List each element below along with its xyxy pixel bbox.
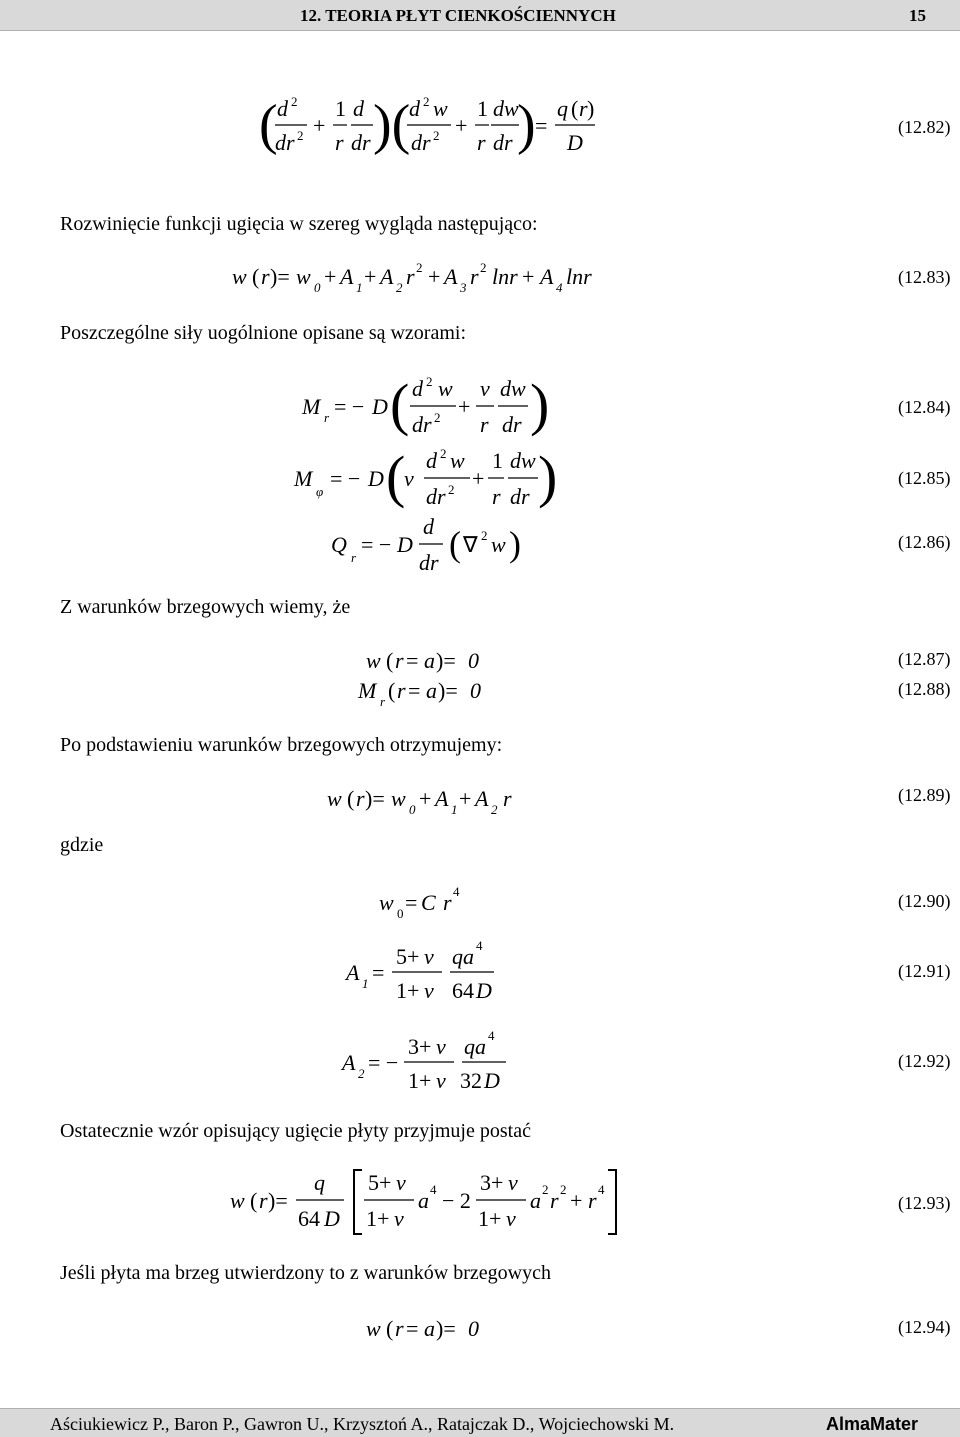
paragraph: Rozwinięcie funkcji ugięcia w szereg wygląda następująco: [60, 213, 538, 235]
paragraph: gdzie [60, 834, 104, 856]
svg-text:3: 3 [460, 280, 467, 295]
svg-text:1: 1 [477, 96, 488, 121]
svg-text:r: r [503, 786, 512, 811]
svg-text:2: 2 [434, 410, 441, 425]
svg-text:4: 4 [453, 884, 460, 899]
svg-text:r: r [324, 410, 330, 425]
svg-text:a: a [424, 1316, 435, 1341]
svg-text:0: 0 [468, 1316, 479, 1341]
svg-text:1: 1 [335, 96, 346, 121]
svg-text:ν: ν [424, 944, 434, 969]
svg-text:r: r [261, 264, 270, 289]
svg-text:): ) [517, 94, 536, 156]
svg-text:D: D [372, 394, 388, 419]
svg-text:2: 2 [542, 1182, 549, 1197]
svg-text:+: + [419, 786, 432, 811]
svg-text:a: a [424, 648, 435, 673]
svg-text:0: 0 [397, 906, 404, 921]
svg-text:r: r [335, 130, 344, 155]
svg-text:w: w [232, 264, 247, 289]
svg-text:D: D [484, 1068, 500, 1093]
svg-text:4: 4 [556, 280, 563, 295]
svg-text:r: r [395, 1316, 404, 1341]
equation-number: (12.92) [898, 1051, 951, 1071]
equation-12-86 [325, 510, 525, 590]
svg-text:− 2: − 2 [442, 1188, 471, 1213]
svg-text:+: + [324, 264, 337, 289]
svg-text:A: A [380, 264, 394, 289]
svg-text:r: r [470, 264, 479, 289]
page-header [0, 0, 960, 31]
svg-text:A: A [540, 264, 554, 289]
svg-text:=: = [406, 648, 419, 673]
svg-text:5+: 5+ [396, 944, 420, 969]
svg-text:)=: )= [438, 678, 458, 703]
svg-text:)=: )= [270, 264, 290, 289]
svg-text:dr: dr [412, 412, 432, 437]
svg-text:D: D [324, 1206, 340, 1231]
svg-text:+: + [455, 113, 468, 138]
svg-text:q: q [557, 96, 568, 121]
svg-text:2: 2 [481, 528, 488, 543]
svg-text:dr: dr [419, 550, 439, 575]
svg-text:1: 1 [451, 802, 458, 817]
svg-text:d: d [277, 96, 288, 121]
svg-text:ν: ν [424, 978, 434, 1003]
svg-text:+: + [428, 264, 441, 289]
svg-text:2: 2 [560, 1182, 567, 1197]
svg-text:)=: )= [436, 1316, 456, 1341]
equation-number: (12.93) [898, 1193, 951, 1213]
page-number: 15 [909, 6, 926, 25]
svg-text:+: + [313, 113, 326, 138]
svg-text:dr: dr [493, 130, 513, 155]
svg-text:0: 0 [409, 802, 416, 817]
svg-text:+: + [570, 1188, 583, 1213]
svg-text:2: 2 [416, 260, 423, 275]
svg-text:dw: dw [493, 96, 519, 121]
svg-text:64: 64 [452, 978, 474, 1003]
svg-text:r: r [351, 550, 357, 565]
svg-text:+: + [459, 786, 472, 811]
svg-text:4: 4 [598, 1182, 605, 1197]
svg-text:=: = [408, 678, 421, 703]
svg-text:D: D [368, 466, 384, 491]
svg-text:dr: dr [502, 412, 522, 437]
svg-text:(: ( [347, 786, 355, 811]
svg-text:+: + [364, 264, 377, 289]
svg-text:dw: dw [510, 448, 536, 473]
equation-number: (12.88) [898, 679, 951, 699]
svg-text:w: w [379, 890, 394, 915]
svg-text:w: w [366, 1316, 381, 1341]
svg-text:(: ( [449, 524, 461, 564]
equation-12-82 [255, 88, 595, 173]
svg-text:ν: ν [480, 376, 490, 401]
svg-text:dr: dr [351, 130, 371, 155]
svg-text:ν: ν [436, 1034, 446, 1059]
svg-text:a: a [418, 1188, 429, 1213]
equation-number: (12.87) [898, 649, 951, 669]
svg-text:q: q [314, 1170, 325, 1195]
svg-text:=: = [372, 960, 385, 985]
svg-text:2: 2 [426, 374, 433, 389]
equation-12-83 [230, 258, 630, 303]
svg-text:): ) [509, 524, 521, 564]
svg-text:4: 4 [430, 1182, 437, 1197]
svg-text:lnr: lnr [566, 264, 592, 289]
svg-text:(: ( [390, 372, 410, 437]
svg-text:r: r [397, 678, 406, 703]
svg-text:d: d [409, 96, 420, 121]
equation-number: (12.86) [898, 532, 951, 552]
svg-text:w: w [296, 264, 311, 289]
svg-text:= −: = − [330, 466, 361, 491]
svg-text:2: 2 [291, 94, 298, 109]
svg-text:D: D [397, 532, 413, 557]
svg-text:(: ( [388, 678, 396, 703]
equation-12-91 [344, 938, 514, 1013]
paragraph: Po podstawieniu warunków brzegowych otrzymujemy: [60, 734, 503, 756]
equation-number: (12.82) [898, 117, 951, 137]
svg-text:a: a [426, 678, 437, 703]
svg-text:2: 2 [297, 128, 304, 143]
svg-text:A: A [342, 1050, 356, 1075]
svg-text:r: r [406, 264, 415, 289]
svg-text:+: + [472, 466, 485, 491]
svg-text:r: r [395, 648, 404, 673]
svg-text:lnr: lnr [492, 264, 518, 289]
svg-text:d: d [353, 96, 364, 121]
equation-number: (12.83) [898, 267, 951, 287]
svg-text:=: = [405, 890, 418, 915]
page-footer [0, 1408, 960, 1437]
equation-12-88 [356, 674, 506, 715]
svg-text:2: 2 [358, 1066, 365, 1081]
svg-text:r: r [492, 484, 501, 509]
svg-text:w: w [391, 786, 406, 811]
svg-text:dr: dr [275, 130, 295, 155]
svg-text:r: r [259, 1188, 268, 1213]
svg-text:1: 1 [356, 280, 363, 295]
chapter-title: 12. TEORIA PŁYT CIENKOŚCIENNYCH [300, 6, 616, 25]
svg-text:0: 0 [470, 678, 481, 703]
svg-text:A: A [444, 264, 458, 289]
svg-text:2: 2 [491, 802, 498, 817]
svg-text:w: w [438, 376, 453, 401]
svg-text:ν: ν [394, 1206, 404, 1231]
svg-text:ν: ν [436, 1068, 446, 1093]
svg-text:dr: dr [510, 484, 530, 509]
svg-text:D: D [476, 978, 492, 1003]
svg-text:): ) [530, 372, 550, 437]
equation-number: (12.89) [898, 785, 951, 805]
paragraph: Poszczególne siły uogólnione opisane są wzorami: [60, 322, 467, 344]
equation-12-89 [325, 780, 535, 825]
equation-number: (12.90) [898, 891, 951, 911]
svg-text:a: a [530, 1188, 541, 1213]
svg-text:4: 4 [488, 1028, 495, 1043]
svg-text:φ: φ [316, 484, 324, 499]
svg-text:1+: 1+ [408, 1068, 432, 1093]
svg-text:= −: = − [368, 1050, 399, 1075]
svg-text:1: 1 [492, 448, 503, 473]
svg-text:ν: ν [396, 1170, 406, 1195]
equation-number: (12.84) [898, 397, 951, 417]
svg-text:d: d [426, 448, 437, 473]
svg-text:(: ( [252, 264, 260, 289]
svg-text:2: 2 [433, 128, 440, 143]
svg-text:(: ( [386, 1316, 394, 1341]
svg-text:r: r [380, 694, 386, 709]
svg-text:1: 1 [362, 976, 369, 991]
svg-text:32: 32 [460, 1068, 482, 1093]
equation-12-90 [377, 882, 487, 927]
svg-text:w: w [366, 648, 381, 673]
svg-text:= −: = − [334, 394, 365, 419]
svg-text:r: r [477, 130, 486, 155]
svg-text:d: d [423, 514, 434, 539]
svg-text:∇: ∇ [463, 532, 478, 557]
svg-text:+: + [522, 264, 535, 289]
svg-text:2: 2 [423, 94, 430, 109]
svg-text:=: = [406, 1316, 419, 1341]
svg-text:C: C [421, 890, 436, 915]
svg-text:d: d [412, 376, 423, 401]
svg-text:2: 2 [396, 280, 403, 295]
svg-text:w: w [230, 1188, 245, 1213]
svg-text:(: ( [571, 96, 579, 121]
svg-text:(: ( [259, 94, 278, 156]
svg-text:A: A [475, 786, 489, 811]
svg-text:w: w [327, 786, 342, 811]
svg-text:ν: ν [404, 466, 414, 491]
svg-text:A: A [346, 960, 360, 985]
svg-text:3+: 3+ [480, 1170, 504, 1195]
svg-text:1+: 1+ [396, 978, 420, 1003]
svg-text:w: w [491, 532, 506, 557]
svg-text:(: ( [386, 444, 406, 509]
svg-text:M: M [358, 678, 377, 703]
equation-12-92 [340, 1028, 520, 1103]
svg-text:1+: 1+ [478, 1206, 502, 1231]
svg-text:= −: = − [361, 532, 392, 557]
svg-text:dr: dr [426, 484, 446, 509]
svg-text:Q: Q [331, 532, 347, 557]
svg-text:)=: )= [436, 648, 456, 673]
svg-text:(: ( [250, 1188, 258, 1213]
svg-text:(: ( [386, 648, 394, 673]
svg-text:=: = [535, 113, 548, 138]
publisher-logo: AlmaMater [826, 1414, 919, 1434]
svg-text:D: D [567, 130, 583, 155]
svg-text:M: M [302, 394, 321, 419]
svg-text:2: 2 [448, 482, 455, 497]
svg-text:4: 4 [476, 938, 483, 953]
svg-text:r: r [588, 1188, 597, 1213]
svg-text:)=: )= [268, 1188, 288, 1213]
svg-text:A: A [340, 264, 354, 289]
svg-text:2: 2 [440, 446, 447, 461]
svg-text:): ) [587, 96, 595, 121]
svg-text:2: 2 [480, 260, 487, 275]
svg-text:3+: 3+ [408, 1034, 432, 1059]
svg-text:qa: qa [452, 944, 474, 969]
svg-text:1+: 1+ [366, 1206, 390, 1231]
svg-text:w: w [450, 448, 465, 473]
svg-text:): ) [538, 444, 558, 509]
svg-text:0: 0 [314, 280, 321, 295]
svg-text:ν: ν [508, 1170, 518, 1195]
svg-text:r: r [480, 412, 489, 437]
equation-12-94 [364, 1312, 504, 1351]
svg-text:ν: ν [506, 1206, 516, 1231]
svg-text:A: A [435, 786, 449, 811]
equation-number: (12.94) [898, 1317, 951, 1337]
equation-12-93 [228, 1162, 628, 1247]
svg-text:r: r [443, 890, 452, 915]
svg-text:w: w [433, 96, 448, 121]
authors: Aściukiewicz P., Baron P., Gawron U., Krzysztoń A., Ratajczak D., Wojciechowski M. [50, 1414, 675, 1434]
svg-text:dw: dw [500, 376, 526, 401]
svg-text:64: 64 [298, 1206, 320, 1231]
paragraph: Jeśli płyta ma brzeg utwierdzony to z warunków brzegowych [60, 1262, 551, 1284]
equation-number: (12.91) [898, 961, 951, 981]
svg-text:+: + [458, 394, 471, 419]
svg-text:r: r [579, 96, 588, 121]
svg-text:qa: qa [464, 1034, 486, 1059]
svg-text:r: r [356, 786, 365, 811]
svg-text:)=: )= [365, 786, 385, 811]
svg-text:0: 0 [468, 648, 479, 673]
paragraph: Ostatecznie wzór opisujący ugięcie płyty przyjmuje postać [60, 1120, 531, 1142]
paragraph: Z warunków brzegowych wiemy, że [60, 596, 351, 618]
svg-text:dr: dr [411, 130, 431, 155]
svg-text:r: r [550, 1188, 559, 1213]
svg-text:5+: 5+ [368, 1170, 392, 1195]
equation-number: (12.85) [898, 468, 951, 488]
svg-text:)(: )( [373, 94, 411, 156]
svg-text:M: M [294, 466, 313, 491]
